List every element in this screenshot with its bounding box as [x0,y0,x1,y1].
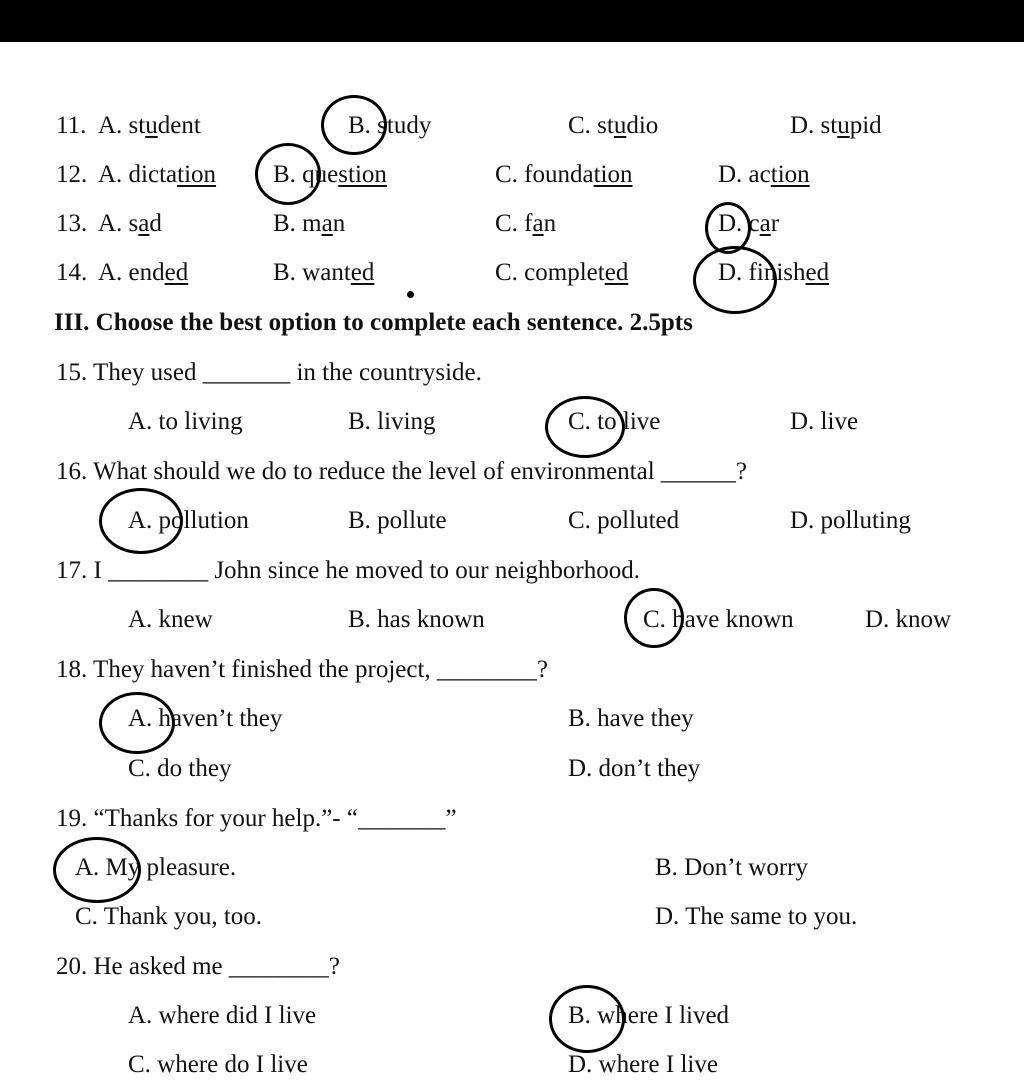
q11-number: 11. [56,112,87,139]
q12-option-b: B. question [273,161,387,188]
q17-option-d: D. know [865,606,952,633]
answer-circle-q17 [624,588,684,648]
q17-option-a: A. knew [128,606,213,633]
q19-option-d: D. The same to you. [655,903,858,930]
q12-option-c: C. foundation [495,161,633,188]
q11-option-b: B. study [348,112,432,139]
q11-option-a: A. student [98,112,201,139]
q19-option-a: A. My pleasure. [75,854,237,881]
q15-option-a: A. to living [128,408,243,435]
q16-option-d: D. polluting [790,507,911,534]
top-black-bar [0,0,1024,42]
q12-option-d: D. action [718,161,810,188]
q19-option-c: C. Thank you, too. [75,903,263,930]
q13-number: 13. [56,210,88,237]
q18-option-c: C. do they [128,755,232,782]
q13-option-c: C. fan [495,210,557,237]
q13-option-a: A. sad [98,210,162,237]
q17-option-b: B. has known [348,606,485,633]
answer-circle-q16 [99,488,183,554]
q20-option-d: D. where I live [568,1051,718,1078]
q12-number: 12. [56,161,88,188]
section-3-heading: III. Choose the best option to complete each sentence. 2.5pts [54,309,693,336]
answer-circle-q20 [549,985,625,1053]
q18-option-a: A. haven’t they [128,705,283,732]
q18-option-b: B. have they [568,705,694,732]
stray-dot [407,291,414,298]
q20-option-a: A. where did I live [128,1002,317,1029]
q19-option-b: B. Don’t worry [655,854,809,881]
q14-option-c: C. completed [495,259,629,286]
q17-option-c: C. have known [643,606,794,633]
q16-option-b: B. pollute [348,507,447,534]
answer-circle-q11 [321,95,387,155]
q16-stem: 16. What should we do to reduce the level of environmental ______? [56,458,748,485]
q14-option-d: D. finished [718,259,830,286]
q14-number: 14. [56,259,88,286]
q14-option-a: A. ended [98,259,189,286]
q20-stem: 20. He asked me ________? [56,953,340,980]
q15-stem: 15. They used _______ in the countryside. [56,359,482,386]
q20-option-b: B. where I lived [568,1002,730,1029]
q18-option-d: D. don’t they [568,755,701,782]
q18-stem: 18. They haven’t finished the project, ________? [56,656,549,683]
answer-circle-q19 [53,837,141,903]
q12-option-a: A. dictation [98,161,217,188]
answer-circle-q18 [99,692,175,754]
q19-stem: 19. “Thanks for your help.”- “_______” [56,805,457,832]
q15-option-c: C. to live [568,408,661,435]
q16-option-a: A. pollution [128,507,249,534]
q15-option-d: D. live [790,408,859,435]
q11-option-d: D. stupid [790,112,882,139]
q11-option-c: C. studio [568,112,659,139]
q16-option-c: C. polluted [568,507,680,534]
answer-circle-q12 [255,143,321,205]
answer-circle-q15 [545,396,625,458]
q20-option-c: C. where do I live [128,1051,308,1078]
q13-option-b: B. man [273,210,346,237]
q13-option-d: D. car [718,210,780,237]
q15-option-b: B. living [348,408,436,435]
q17-stem: 17. I ________ John since he moved to our neighborhood. [56,557,640,584]
answer-circle-q14 [693,246,777,314]
q14-option-b: B. wanted [273,259,375,286]
